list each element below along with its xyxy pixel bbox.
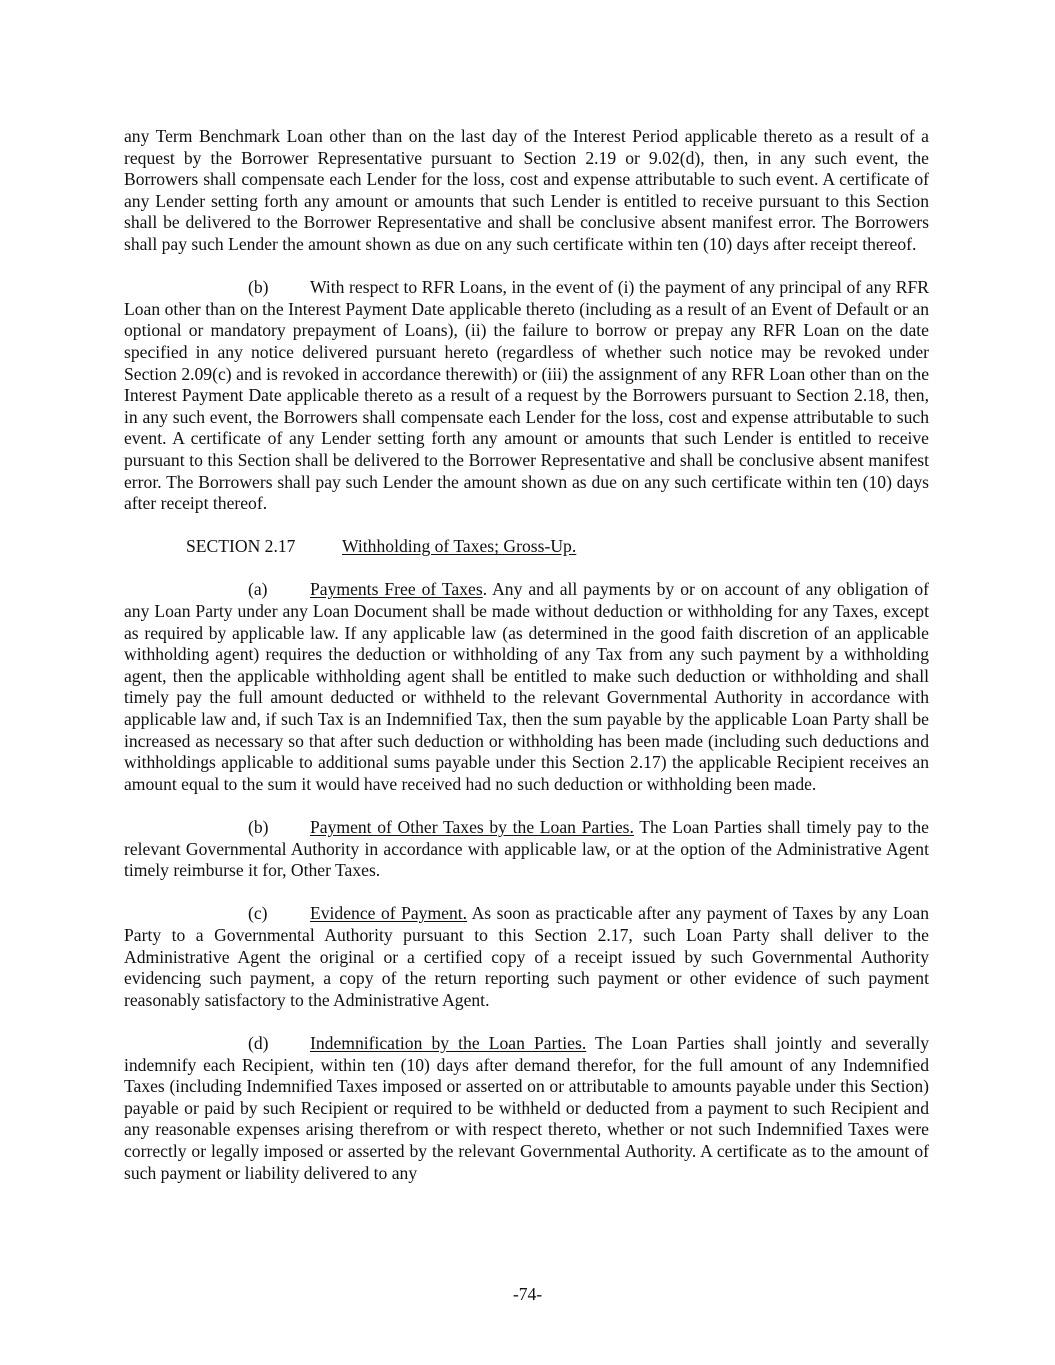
section-title: Withholding of Taxes; Gross-Up. xyxy=(342,536,577,557)
clause-d-indemnification xyxy=(124,1033,929,1184)
clause-text: With respect to RFR Loans, in the event of (i) the payment of any principal of any RFR Loan other than on the Interest Payment Date applicable thereto (including as a result of an Event of Default or an optional or mandatory prepayment of Loans), (ii) the failure to borrow or prepay any RFR Loan on the date specified in any notice delivered pursuant hereto (regardless of whether such notice may be revoked under Section 2.09(c) and is revoked in accordance therewith) or (iii) the assignment of any RFR Loan other than on the Interest Payment Date applicable thereto as a result of a request by the Borrowers pursuant to Section 2.18, then, in any such event, the Borrowers shall compensate each Lender for the loss, cost and expense attributable to such event. A certificate of any Lender setting forth any amount or amounts that such Lender is entitled to receive pursuant to this Section shall be delivered to the Borrower Representative and shall be conclusive absent manifest error. The Borrowers shall pay such Lender the amount shown as due on any such certificate within ten (10) days after receipt thereof. xyxy=(124,277,929,514)
clause-number: (b) xyxy=(248,817,269,837)
clause-title: Evidence of Payment. xyxy=(310,903,468,924)
paragraph-term-benchmark-continuation: any Term Benchmark Loan other than on the last day of the Interest Period applicable thereto as a result of a request by the Borrower Representative pursuant to Section 2.19 or 9.02(d), then, in any such event, the Borrowers shall compensate each Lender for the loss, cost and expense attributable to such event. A certificate of any Lender setting forth any amount or amounts that such Lender is entitled to receive pursuant to this Section shall be delivered to the Borrower Representative and shall be conclusive absent manifest error. The Borrowers shall pay such Lender the amount shown as due on any such certificate within ten (10) days after receipt thereof. xyxy=(124,126,929,254)
clause-text: . Any and all payments by or on account of any obligation of any Loan Party under any Loan Document shall be made without deduction or withholding for any Taxes, except as required by applicable law. If any applicable law (as determined in the good faith discretion of an applicable withholding agent) requires the deduction or withholding of any Tax from any such payment by a withholding agent, then the applicable withholding agent shall be entitled to make such deduction or withholding and shall timely pay the full amount deducted or withheld to the relevant Governmental Authority in accordance with applicable law and, if such Tax is an Indemnified Tax, then the sum payable by the applicable Loan Party shall be increased as necessary so that after such deduction or withholding has been made (including such deductions and withholdings applicable to additional sums payable under this Section 2.17) the applicable Recipient receives an amount equal to the sum it would have received had no such deduction or withholding been made. xyxy=(124,579,929,794)
clause-title: Indemnification by the Loan Parties. xyxy=(310,1032,587,1053)
document-body xyxy=(124,126,929,1184)
clause-number: (d) xyxy=(248,1032,269,1053)
clause-c-evidence-of-payment xyxy=(124,903,929,1011)
clause-b-payment-of-other-taxes xyxy=(124,817,929,882)
clause-title: Payment of Other Taxes by the Loan Parties. xyxy=(310,817,634,837)
clause-number: (c) xyxy=(248,903,268,924)
paragraph-rfr-loans xyxy=(124,277,929,515)
clause-number: (a) xyxy=(248,579,268,600)
clause-number: (b) xyxy=(248,277,269,298)
clause-text: The Loan Parties shall timely pay to the relevant Governmental Authority in accordance with applicable law, or at the option of the Administrative Agent timely reimburse it for, Other Taxes. xyxy=(124,817,929,881)
clause-title: Payments Free of Taxes xyxy=(310,579,483,600)
page-number: -74- xyxy=(512,1284,543,1304)
clause-text: As soon as practicable after any payment of Taxes by any Loan Party to a Governmental Authority pursuant to this Section 2.17, such Loan Party shall deliver to the Administrative Agent the original or a certified copy of a receipt issued by such Governmental Authority evidencing such payment, a copy of the return reporting such payment or other evidence of such payment reasonably satisfactory to the Administrative Agent. xyxy=(124,903,930,1010)
section-heading xyxy=(186,536,929,558)
section-number: SECTION 2.17 xyxy=(186,536,296,557)
clause-a-payments-free-of-taxes xyxy=(124,579,929,795)
clause-text: The Loan Parties shall jointly and severally indemnify each Recipient, within ten (10) days after demand therefor, for the full amount of any Indemnified Taxes (including Indemnified Taxes imposed or asserted on or attributable to amounts payable under this Section) payable or paid by such Recipient or required to be withheld or deducted from a payment to such Recipient and any reasonable expenses arising therefrom or with respect thereto, whether or not such Indemnified Taxes were correctly or legally imposed or asserted by the relevant Governmental Authority. A certificate as to the amount of such payment or liability delivered to any xyxy=(124,1032,930,1183)
